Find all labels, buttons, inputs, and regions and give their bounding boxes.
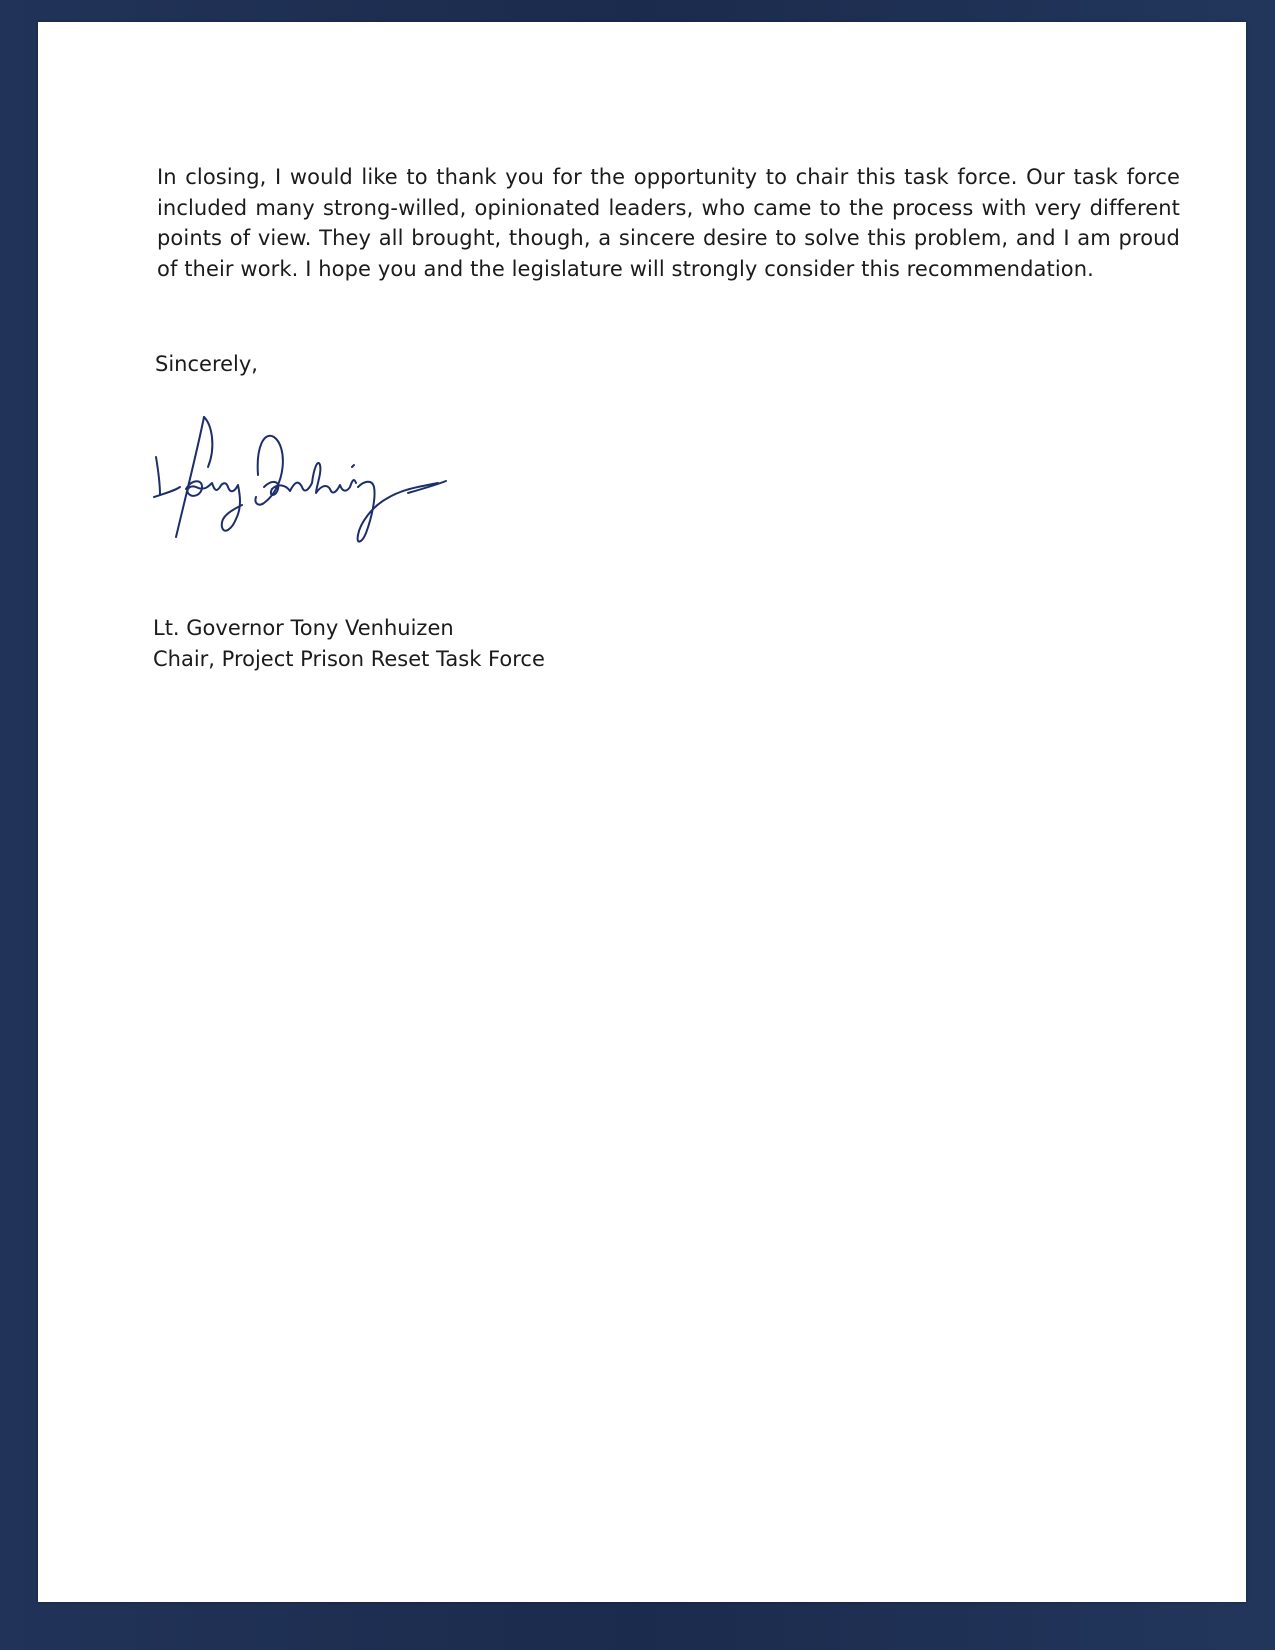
signer-name: Lt. Governor Tony Venhuizen <box>153 616 454 640</box>
signer-block <box>153 613 545 675</box>
signature-icon <box>146 407 486 592</box>
sign-off: Sincerely, <box>155 352 258 376</box>
signer-title: Chair, Project Prison Reset Task Force <box>153 647 545 671</box>
closing-paragraph: In closing, I would like to thank you for the opportunity to chair this task force. Our task force included many strong-willed, opinionated leaders, who came to the process with very different points of view. They all brought, though, a sincere desire to solve this problem, and I am proud of their work. I hope you and the legislature will strongly consider this recommendation. <box>157 165 1180 281</box>
letter-page <box>38 22 1246 1602</box>
